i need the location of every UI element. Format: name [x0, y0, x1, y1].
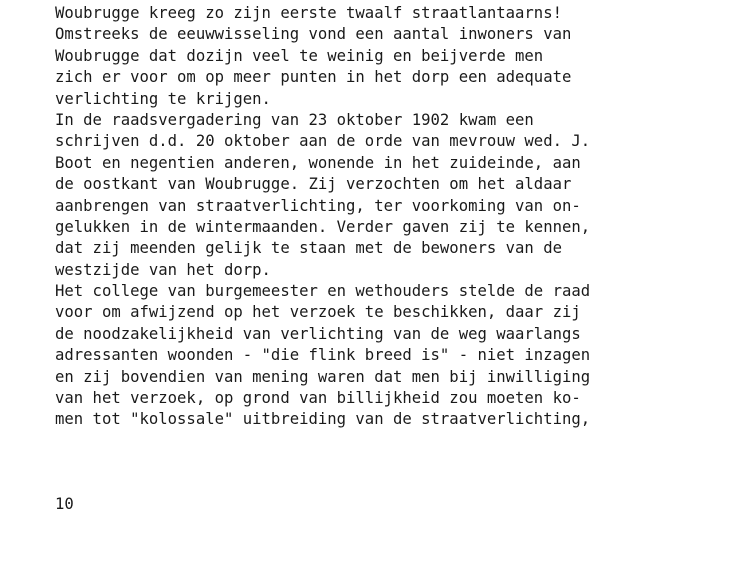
text-line: Boot en negentien anderen, wonende in het zuideinde, aan: [55, 153, 581, 172]
text-line: aanbrengen van straatverlichting, ter voorkoming van on-: [55, 196, 581, 215]
text-line: Het college van burgemeester en wethouders stelde de raad: [55, 282, 591, 301]
text-line: In de raadsvergadering van 23 oktober 1902 kwam een: [55, 110, 534, 129]
text-line: westzijde van het dorp.: [55, 260, 271, 279]
text-line: Woubrugge kreeg zo zijn eerste twaalf straatlantaarns!: [55, 4, 562, 22]
text-line: van het verzoek, op grond van billijkheid zou moeten ko-: [55, 389, 581, 408]
text-line: gelukken in de wintermaanden. Verder gaven zij te kennen,: [55, 217, 591, 236]
text-line: de oostkant van Woubrugge. Zij verzochten om het aldaar: [55, 175, 572, 194]
text-line: Woubrugge dat dozijn veel te weinig en beijverde men: [55, 46, 544, 65]
text-line: dat zij meenden gelijk te staan met de bewoners van de: [55, 239, 562, 258]
text-line: adressanten woonden - "die flink breed is" - niet inzagen: [55, 346, 591, 365]
text-line: voor om afwijzend op het verzoek te beschikken, daar zij: [55, 303, 581, 322]
page-number: 10: [55, 495, 74, 513]
text-line: Omstreeks de eeuwwisseling vond een aantal inwoners van: [55, 25, 572, 44]
text-line: de noodzakelijkheid van verlichting van de weg waarlangs: [55, 324, 581, 343]
text-line: zich er voor om op meer punten in het dorp een adequate: [55, 68, 572, 87]
text-line: men tot "kolossale" uitbreiding van de straatverlichting,: [55, 410, 591, 429]
text-line: en zij bovendien van mening waren dat men bij inwilliging: [55, 367, 591, 386]
text-line: verlichting te krijgen.: [55, 89, 271, 108]
text-line: schrijven d.d. 20 oktober aan de orde van mevrouw wed. J.: [55, 132, 591, 151]
body-text: [55, 3, 745, 431]
